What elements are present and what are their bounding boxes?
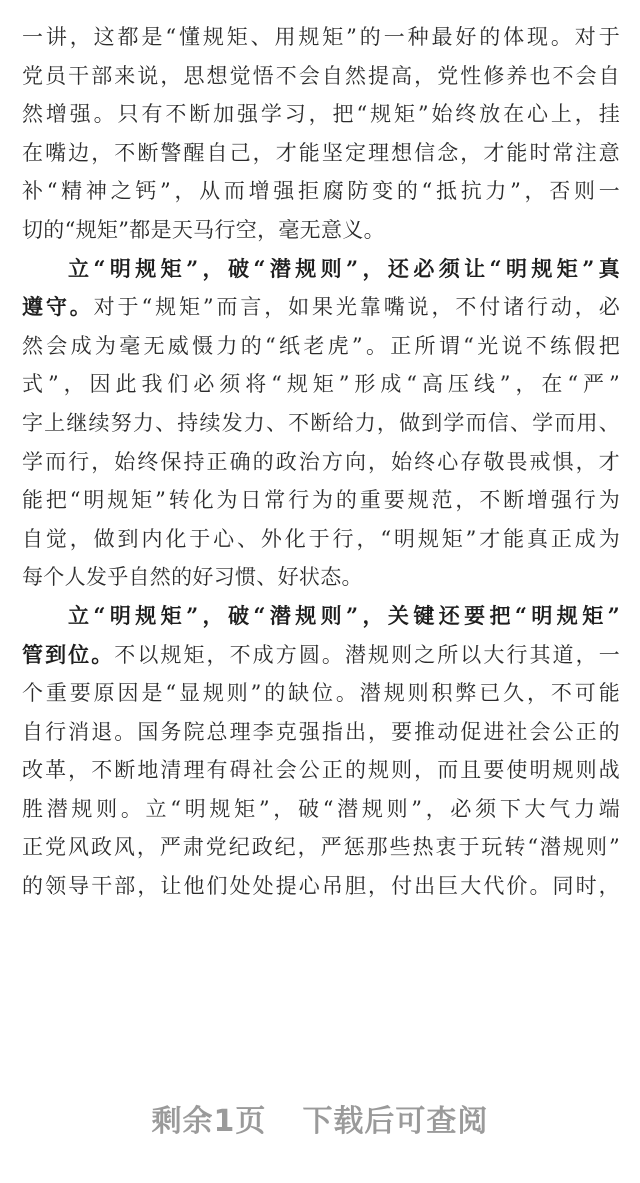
text-line: 然增强。只有不断加强学习，把“规矩”始终放在心上，挂 <box>22 102 620 127</box>
paragraph-3 <box>22 597 620 906</box>
text-line: 能把“明规矩”转化为日常行为的重要规范，不断增强行为 <box>22 488 620 513</box>
text-line: 在嘴边，不断警醒自己，才能坚定理想信念，才能时常注意 <box>22 140 620 165</box>
text-line: 字上继续努力、持续发力、不断给力，做到学而信、学而用、 <box>22 410 620 435</box>
paragraph-heading-end: 管到位。 <box>22 641 115 667</box>
text-line <box>22 288 620 327</box>
paragraph-1 <box>22 18 620 250</box>
text-line: 个重要原因是“显规则”的缺位。潜规则积弊已久，不可能 <box>22 681 620 706</box>
text-line: 胜潜规则。立“明规矩”，破“潜规则”，必须下大气力端 <box>22 796 620 821</box>
text-line: 党员干部来说，思想觉悟不会自然提高，党性修养也不会自 <box>22 63 620 88</box>
paragraph-heading-end: 遵守。 <box>22 294 94 320</box>
text-line: 切的“规矩”都是天马行空，毫无意义。 <box>22 217 385 242</box>
text-line <box>22 636 620 675</box>
text-line: 然会成为毫无威慑力的“纸老虎”。正所谓“光说不练假把 <box>22 333 620 358</box>
text-span: 对于“规矩”而言，如果光靠嘴说，不付诸行动，必 <box>93 295 620 320</box>
text-line: 自行消退。国务院总理李克强指出，要推动促进社会公正的 <box>22 719 620 744</box>
text-line: 每个人发乎自然的好习惯、好状态。 <box>22 565 363 590</box>
text-line: 学而行，始终保持正确的政治方向，始终心存敬畏戒惧，才 <box>22 449 620 474</box>
download-to-view-label: 下载后可查阅 <box>302 1104 489 1139</box>
text-line: 的领导干部，让他们处处提心吊胆，付出巨大代价。同时， <box>22 874 620 899</box>
remaining-pages-label: 剩余1页 <box>151 1104 267 1139</box>
text-line: 自觉，做到内化于心、外化于行，“明规矩”才能真正成为 <box>22 526 620 551</box>
paragraph-heading: 立“明规矩”，破“潜规则”，关键还要把“明规矩” <box>68 602 620 628</box>
document-body <box>22 18 620 906</box>
paragraph-2 <box>22 250 620 597</box>
text-span: 不以规矩，不成方圆。潜规则之所以大行其道，一 <box>114 642 620 667</box>
paragraph-heading: 立“明规矩”，破“潜规则”，还必须让“明规矩”真 <box>68 255 620 281</box>
text-line: 改革，不断地清理有碍社会公正的规则，而且要使明规则战 <box>22 758 620 783</box>
text-line: 一讲，这都是“懂规矩、用规矩”的一种最好的体现。对于 <box>22 25 620 49</box>
text-line: 正党风政风，严肃党纪政纪，严惩那些热衷于玩转“潜规则” <box>22 835 620 860</box>
download-prompt[interactable] <box>0 1096 640 1140</box>
text-line: 补“精神之钙”，从而增强拒腐防变的“抵抗力”，否则一 <box>22 179 620 204</box>
text-line: 式”，因此我们必须将“规矩”形成“高压线”，在“严” <box>22 372 620 397</box>
